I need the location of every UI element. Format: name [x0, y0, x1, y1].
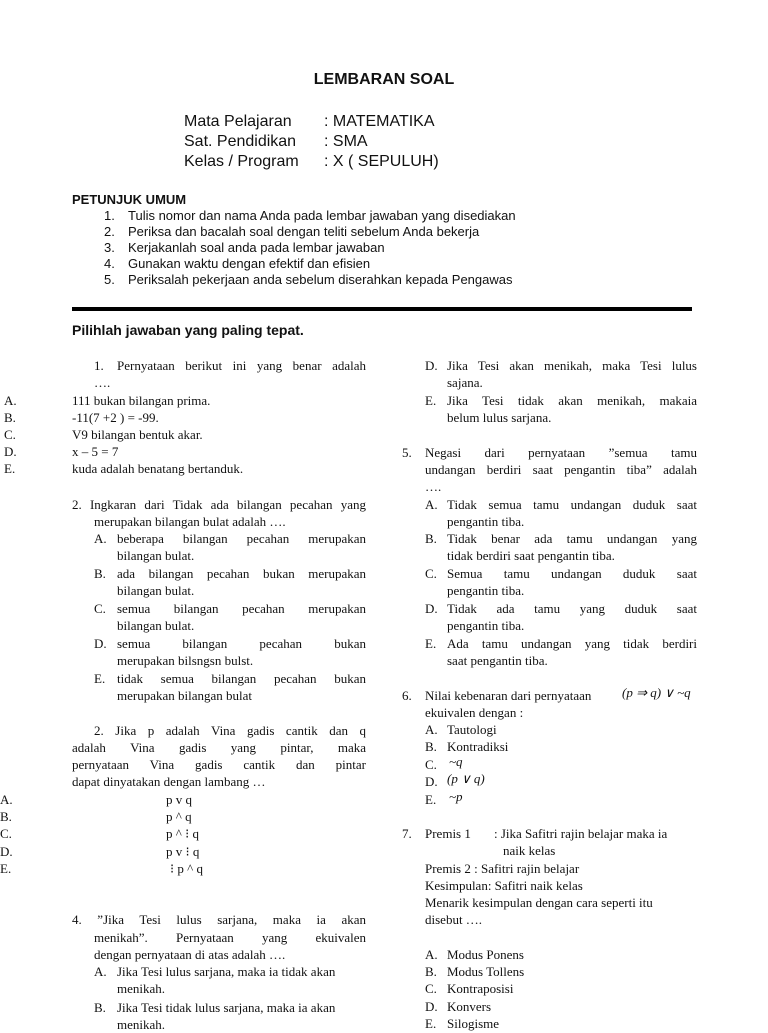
instruction-number: 3. — [104, 240, 115, 255]
question-stem: 2. Jika p adalah Vina gadis cantik dan q — [94, 723, 366, 738]
meta-value: : SMA — [324, 133, 368, 150]
option-text: Tautologi — [447, 722, 497, 737]
option-text: beberapa bilangan pecahan merupakan — [117, 531, 366, 546]
option-letter: E. — [425, 393, 437, 408]
option-letter: C. — [425, 566, 437, 581]
meta-row-class — [184, 152, 439, 172]
premise-text: naik kelas — [503, 843, 556, 858]
option-text: tidak semua bilangan pecahan bukan — [117, 671, 366, 686]
option-text: p ^ q — [166, 809, 192, 824]
option-letter: A. — [425, 497, 438, 512]
question-stem: pernyataan Vina gadis cantik dan pintar — [72, 757, 366, 772]
instruction-text: Periksalah pekerjaan anda sebelum diserahkan kepada Pengawas — [128, 272, 513, 287]
option-text: bilangan bulat. — [117, 618, 195, 633]
subject-info — [184, 112, 439, 172]
option-text: saat pengantin tiba. — [447, 653, 548, 668]
instruction-item — [104, 272, 516, 288]
instruction-item — [104, 256, 516, 272]
premise-2: Premis 2 : Safitri rajin belajar — [425, 861, 580, 876]
option-letter: B. — [425, 964, 437, 979]
instruction-text: Periksa dan bacalah soal dengan teliti sebelum Anda bekerja — [128, 224, 480, 239]
meta-row-school-level — [184, 132, 439, 152]
option-letter: E. — [425, 792, 437, 807]
option-text: Tidak ada tamu yang duduk saat — [447, 601, 697, 616]
option-text: Ada tamu undangan yang tidak berdiri — [447, 636, 697, 651]
option-text: merupakan bilangan bulat — [117, 688, 253, 703]
question-stem: disebut …. — [425, 912, 483, 927]
question-stem: Menarik kesimpulan dengan cara seperti itu — [425, 895, 653, 910]
instruction-number: 4. — [104, 256, 115, 271]
option-letter: A. — [425, 947, 438, 962]
question-stem: Nilai kebenaran dari pernyataan — [425, 688, 592, 703]
option-text: ada bilangan pecahan bukan merupakan — [117, 566, 366, 581]
option-letter: A. — [94, 964, 107, 979]
meta-label: Kelas / Program — [184, 153, 299, 170]
section-divider — [72, 307, 692, 311]
option-text: menikah. — [117, 1017, 166, 1032]
option-text: p ^ ⁝ q — [166, 826, 199, 841]
option-text: pengantin tiba. — [447, 514, 525, 529]
premise-label: Premis 1 — [425, 826, 471, 841]
question-stem: merupakan bilangan bulat adalah …. — [94, 514, 286, 529]
option-letter: A. — [0, 792, 13, 807]
option-text: Jika Tesi tidak lulus sarjana, maka ia akan — [117, 1000, 336, 1015]
option-text: menikah. — [117, 981, 166, 996]
option-text: ~q — [449, 754, 463, 769]
option-text: V9 bilangan bentuk akar. — [72, 427, 203, 442]
question-stem: Negasi dari pernyataan ”semua tamu — [425, 445, 697, 460]
instruction-text: Gunakan waktu dengan efektif dan efisien — [128, 256, 371, 271]
logic-expression: (p ⇒ q) ∨ ~q — [622, 685, 691, 700]
option-letter: D. — [4, 444, 17, 459]
instruction-number: 1. — [104, 208, 115, 223]
question-number: 5. — [402, 445, 412, 460]
option-text: kuda adalah benatang bertanduk. — [72, 461, 244, 476]
option-letter: D. — [425, 358, 438, 373]
instruction-text: Kerjakanlah soal anda pada lembar jawaban — [128, 240, 385, 255]
option-letter: D. — [0, 844, 13, 859]
option-letter: D. — [94, 636, 107, 651]
instruction-item — [104, 224, 516, 240]
question-stem: 2. Ingkaran dari Tidak ada bilangan pecahan yang — [72, 497, 366, 512]
question-number: 1. — [94, 358, 104, 373]
instruction-number: 5. — [104, 272, 115, 287]
option-text: merupakan bilsngsn bulst. — [117, 653, 254, 668]
option-text: Jika Tesi lulus sarjana, maka ia tidak akan — [117, 964, 336, 979]
question-stem: menikah”. Pernyataan yang ekuivalen — [94, 930, 366, 945]
option-text: 111 bukan bilangan prima. — [72, 393, 211, 408]
option-text: p v q — [166, 792, 192, 807]
question-stem: …. — [425, 479, 442, 494]
meta-row-subject — [184, 112, 439, 132]
option-text: tidak berdiri saat pengantin tiba. — [447, 548, 615, 563]
instruction-number: 2. — [104, 224, 115, 239]
option-letter: E. — [425, 1016, 437, 1031]
question-stem: adalah Vina gadis yang pintar, maka — [72, 740, 366, 755]
instruction-text: Tulis nomor dan nama Anda pada lembar jawaban yang disediakan — [128, 208, 516, 223]
option-text: (p ∨ q) — [447, 771, 485, 786]
option-letter: B. — [425, 531, 437, 546]
option-text: Tidak semua tamu undangan duduk saat — [447, 497, 697, 512]
option-letter: B. — [94, 1000, 106, 1015]
option-letter: D. — [425, 999, 438, 1014]
option-text: -11(7 +2 ) = -99. — [72, 410, 159, 425]
option-text: p v ⁝ q — [166, 844, 200, 859]
meta-label: Sat. Pendidikan — [184, 133, 297, 150]
option-letter: B. — [94, 566, 106, 581]
question-number: 7. — [402, 826, 412, 841]
option-text: semua bilangan pecahan bukan — [117, 636, 366, 651]
option-text: semua bilangan pecahan merupakan — [117, 601, 366, 616]
option-letter: E. — [94, 671, 106, 686]
page-title: LEMBARAN SOAL — [313, 71, 455, 88]
option-letter: C. — [4, 427, 16, 442]
question-stem: dapat dinyatakan dengan lambang … — [72, 774, 266, 789]
instructions-heading: PETUNJUK UMUM — [72, 192, 187, 207]
option-letter: B. — [4, 410, 16, 425]
option-text: bilangan bulat. — [117, 583, 195, 598]
question-stem: 4. ”Jika Tesi lulus sarjana, maka ia akan — [72, 912, 366, 927]
option-letter: C. — [0, 826, 12, 841]
meta-label: Mata Pelajaran — [184, 113, 292, 130]
option-letter: A. — [425, 722, 438, 737]
option-text: ~p — [449, 789, 463, 804]
instruction-item — [104, 208, 516, 224]
option-text: Modus Tollens — [447, 964, 525, 979]
instruction-item — [104, 240, 516, 256]
option-letter: B. — [0, 809, 12, 824]
option-text: bilangan bulat. — [117, 548, 195, 563]
option-letter: A. — [4, 393, 17, 408]
option-text: Modus Ponens — [447, 947, 524, 962]
instructions-list — [104, 208, 516, 288]
option-letter: D. — [425, 774, 438, 789]
question-stem: …. — [94, 375, 111, 390]
conclusion: Kesimpulan: Safitri naik kelas — [425, 878, 583, 893]
option-text: Jika Tesi akan menikah, maka Tesi lulus — [447, 358, 697, 373]
meta-value: : X ( SEPULUH) — [324, 153, 439, 170]
option-text: pengantin tiba. — [447, 618, 525, 633]
premise-text: : Jika Safitri rajin belajar maka ia — [494, 826, 668, 841]
section-directive: Pilihlah jawaban yang paling tepat. — [72, 322, 304, 338]
question-stem: dengan pernyataan di atas adalah …. — [94, 947, 286, 962]
option-text: Silogisme — [447, 1016, 500, 1031]
option-text: Semua tamu undangan duduk saat — [447, 566, 697, 581]
option-text: Jika Tesi tidak akan menikah, makaia — [447, 393, 697, 408]
option-letter: C. — [94, 601, 106, 616]
option-letter: C. — [425, 981, 437, 996]
option-text: belum lulus sarjana. — [447, 410, 552, 425]
option-letter: C. — [425, 757, 437, 772]
option-letter: B. — [425, 739, 437, 754]
option-text: Konvers — [447, 999, 492, 1014]
option-letter: E. — [0, 861, 12, 876]
option-text: Kontraposisi — [447, 981, 514, 996]
question-stem: ekuivalen dengan : — [425, 705, 524, 720]
meta-value: : MATEMATIKA — [324, 113, 435, 130]
option-text: pengantin tiba. — [447, 583, 525, 598]
option-letter: A. — [94, 531, 107, 546]
option-text: x – 5 = 7 — [72, 444, 119, 459]
option-text: ⁝ p ^ q — [170, 861, 203, 876]
option-text: sajana. — [447, 375, 483, 390]
option-text: Kontradiksi — [447, 739, 509, 754]
question-stem: Pernyataan berikut ini yang benar adalah — [117, 358, 366, 373]
option-letter: E. — [4, 461, 16, 476]
question-stem: undangan berdiri saat pengantin tiba” adalah — [425, 462, 697, 477]
question-number: 6. — [402, 688, 412, 703]
option-text: Tidak benar ada tamu undangan yang — [447, 531, 697, 546]
option-letter: E. — [425, 636, 437, 651]
option-letter: D. — [425, 601, 438, 616]
